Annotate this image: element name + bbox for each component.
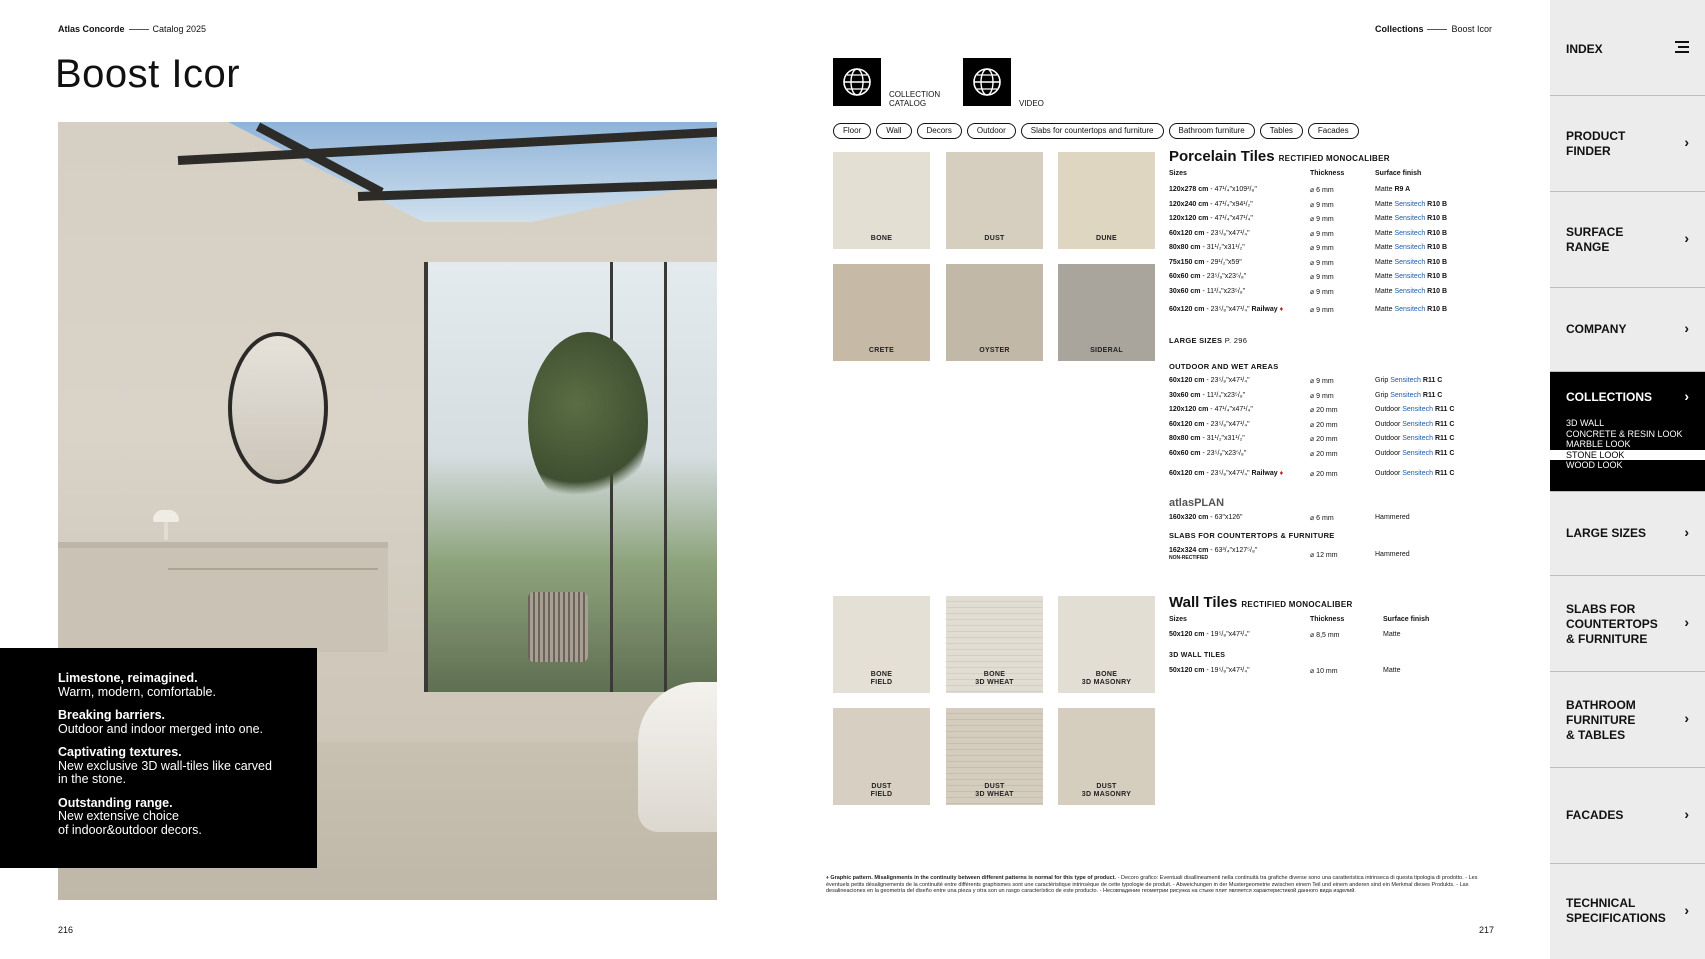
thickness: 8,5 mm <box>1316 632 1340 639</box>
slip-grade: R11 C <box>1422 391 1443 399</box>
nav-label: LARGE SIZES <box>1566 526 1647 540</box>
subnav-stone-look[interactable]: STONE LOOK <box>1550 450 1705 461</box>
size-inch: 23⁵/₈"x47¹/₄" <box>1210 420 1250 428</box>
size-inch: 31¹/₂"x31¹/₂" <box>1206 435 1245 442</box>
size-cm: 80x80 cm <box>1169 244 1201 251</box>
header-finish: Surface finish <box>1375 170 1422 177</box>
slip-grade: R11 C <box>1434 470 1455 477</box>
thickness: 20 mm <box>1316 436 1338 443</box>
tile-label: BONE <box>870 235 893 242</box>
promo-heading: Breaking barriers. <box>58 708 165 722</box>
table-lamp <box>153 510 179 540</box>
tile-label-line: DUST <box>871 783 892 790</box>
subnav-3d-wall[interactable]: 3D WALL <box>1566 418 1605 428</box>
tile-swatch-sideral[interactable] <box>1058 264 1155 361</box>
footnote-lead: Graphic pattern. Misalignments in the continuity between different patterns is normal for this type of product. <box>830 875 1117 881</box>
thickness: 20 mm <box>1316 407 1338 414</box>
slip-grade: R11 C <box>1434 420 1455 428</box>
left-running-header <box>58 24 206 34</box>
section-name: Collections <box>1374 24 1424 34</box>
nav-product-finder[interactable] <box>1550 96 1705 192</box>
wall-subtitle: RECTIFIED MONOCALIBER <box>1241 600 1353 609</box>
thickness: 20 mm <box>1316 421 1338 429</box>
outdoor-chair <box>528 592 588 662</box>
finish: Matte <box>1375 200 1393 208</box>
size-inch: 47¹/₄"x94¹/₂" <box>1214 200 1253 208</box>
tile-label-line: FIELD <box>870 679 893 686</box>
nav-label: PRODUCT FINDER <box>1566 129 1626 158</box>
size-cm: 120x120 cm <box>1169 406 1209 413</box>
size-cm: 60x120 cm <box>1169 229 1205 237</box>
tile-label: SIDERAL <box>1090 347 1123 354</box>
size-cm: 160x320 cm <box>1169 514 1209 521</box>
size-cm: 60x120 cm <box>1169 470 1205 477</box>
thickness: 9 mm <box>1316 274 1334 281</box>
size-inch: 23⁵/₈"x47¹/₄" <box>1210 229 1250 237</box>
catalog-name: Catalog 2025 <box>152 24 207 34</box>
slip-grade: R10 B <box>1427 306 1448 313</box>
sensitech-tech: Sensitech <box>1394 229 1426 237</box>
tile-swatch-oyster[interactable] <box>946 264 1043 361</box>
porcelain-subtitle: RECTIFIED MONOCALIBER <box>1278 154 1390 163</box>
promo-line: New extensive choice <box>58 809 179 823</box>
sensitech-tech: Sensitech <box>1394 258 1426 266</box>
tile-label <box>946 671 1043 687</box>
chip-tables[interactable]: Tables <box>1260 123 1303 139</box>
size-inch: 63"x126" <box>1214 514 1243 521</box>
promo-heading: Outstanding range. <box>58 795 173 810</box>
chip-floor[interactable]: Floor <box>833 123 871 139</box>
finish: Matte <box>1375 287 1393 295</box>
size-inch: 19⁵/₈"x47¹/₄" <box>1210 667 1250 674</box>
chip-bathroom-furniture[interactable]: Bathroom furniture <box>1169 123 1255 139</box>
size-cm: 50x120 cm <box>1169 631 1205 638</box>
header-finish: Surface finish <box>1383 616 1430 623</box>
collections-subnav <box>1550 418 1705 471</box>
tile-swatch-bone-3d-wheat[interactable] <box>946 596 1043 693</box>
promo-heading: Captivating textures. <box>58 745 182 759</box>
slip-grade: R10 B <box>1427 229 1448 237</box>
chevron-right-icon: › <box>1684 902 1689 918</box>
finish: Hammered <box>1375 514 1410 521</box>
finish: Matte <box>1375 306 1393 313</box>
sensitech-tech: Sensitech <box>1394 200 1426 208</box>
finish: Grip <box>1375 377 1389 384</box>
footnote-text: - Decoro grafico: Eventuali disallineamenti nella continuità tra grafiche diverse sono una caratteristica intrinseca di questa tipologia di prodotto. - Les éventuels petits désalignements de la continuité entre différents graphismes sont une caractéristique intrinsèque de cette typologie de produit. - Abweichungen in der Mustergeometrie zwischen einem Teil und einem anderen sind ein Merkmal dieses Produkts. - Las desalineaciones en la geometría del diseño entre una pieza y otra son un rasgo característico de este producto. - Несовпадение геометрии рисунка на стыке плит является характеристикой данного вида изделий. <box>826 875 1478 894</box>
tile-label-line: BONE <box>870 671 893 678</box>
thickness: 9 mm <box>1316 288 1334 296</box>
porcelain-title: Porcelain Tiles <box>1169 148 1275 165</box>
vanity-counter <box>58 542 388 652</box>
slip-grade: R10 B <box>1427 200 1448 208</box>
slip-grade: R11 C <box>1422 377 1443 384</box>
thickness: 9 mm <box>1316 392 1334 400</box>
nav-label: COLLECTIONS <box>1566 390 1652 404</box>
sensitech-tech: Sensitech <box>1394 244 1426 251</box>
nav-surface-range[interactable] <box>1550 192 1705 288</box>
thickness: 9 mm <box>1316 378 1334 385</box>
finish: Outdoor <box>1375 449 1401 457</box>
size-cm: 50x120 cm <box>1169 667 1205 674</box>
finish: Outdoor <box>1375 435 1401 442</box>
size-cm: 120x240 cm <box>1169 200 1209 208</box>
subnav-wood-look[interactable]: WOOD LOOK <box>1566 460 1623 470</box>
left-page <box>0 0 775 959</box>
catalog-link-button[interactable] <box>833 58 881 106</box>
sensitech-tech: Sensitech <box>1394 273 1426 280</box>
promo-heading: Limestone, reimagined. <box>58 671 198 685</box>
nav-company[interactable] <box>1550 288 1705 372</box>
tile-label-line: 3D WHEAT <box>975 791 1014 798</box>
round-mirror <box>228 332 328 484</box>
tile-label-line: 3D MASONRY <box>1081 791 1132 798</box>
size-inch: 47¹/₄"x47¹/₄" <box>1214 215 1253 222</box>
category-chips <box>833 123 1359 139</box>
size-cm: 60x120 cm <box>1169 377 1205 384</box>
header-rule <box>129 29 149 30</box>
finish: Matte <box>1375 229 1393 237</box>
size-inch: 47¹/₄"x47¹/₄" <box>1214 406 1253 413</box>
header-thickness: Thickness <box>1310 616 1345 623</box>
diamond-mark: ♦ <box>826 875 829 881</box>
non-rectified-note: NON-RECTIFIED <box>1169 555 1209 561</box>
nav-bathroom-furniture[interactable] <box>1550 672 1705 768</box>
sidebar-nav <box>1550 0 1705 959</box>
sensitech-tech: Sensitech <box>1402 470 1433 477</box>
finish: Matte <box>1375 186 1393 193</box>
tile-swatch-dust-field[interactable] <box>833 708 930 805</box>
nav-label: TECHNICAL SPECIFICATIONS <box>1566 896 1666 925</box>
video-link-label[interactable]: VIDEO <box>1019 99 1044 108</box>
thickness: 9 mm <box>1316 245 1334 252</box>
size-cm: 60x60 cm <box>1169 449 1201 457</box>
size-cm: 120x120 cm <box>1169 215 1209 222</box>
window-frame <box>664 262 667 692</box>
size-inch: 63³/₄"x127⁵/₈" <box>1214 547 1258 554</box>
finish: Matte <box>1375 258 1393 266</box>
tile-label: DUST <box>984 235 1005 242</box>
promo-item <box>58 746 297 787</box>
finish: Outdoor <box>1375 406 1401 413</box>
tile-label: CRETE <box>868 347 895 354</box>
promo-line: Warm, modern, comfortable. <box>58 684 216 699</box>
railway-name: Railway <box>1251 470 1278 477</box>
footnote <box>826 875 1486 895</box>
3d-wall-tiles-title: 3D WALL TILES <box>1169 652 1226 659</box>
header-rule <box>1427 29 1447 30</box>
promo-item <box>58 709 297 736</box>
tile-swatch-bone-field[interactable] <box>833 596 930 693</box>
globe-icon <box>841 66 873 98</box>
chevron-right-icon: › <box>1684 320 1689 336</box>
wall-spec-table: Wall Tiles RECTIFIED MONOCALIBER Sizes Thickness Surface finish 50x120 cm - 19⁵/₈"x47¹/₄" ⌀ 8,5 mm Matte 3D WALL TILES 50x120 cm - 19⁵/₈"x47¹/₄" ⌀ 10 mm Matte <box>1169 594 1499 684</box>
wall-heading <box>1169 594 1499 611</box>
size-cm: 75x150 cm <box>1169 258 1205 266</box>
size-cm: 120x278 cm <box>1169 186 1209 193</box>
nav-technical-specifications[interactable] <box>1550 864 1705 959</box>
slip-grade: R10 B <box>1427 273 1448 280</box>
chevron-right-icon: › <box>1684 710 1689 726</box>
slip-grade: R9 A <box>1394 186 1411 193</box>
finish: Outdoor <box>1375 420 1401 428</box>
sensitech-tech: Sensitech <box>1394 215 1426 222</box>
size-cm: 30x60 cm <box>1169 287 1201 295</box>
railway-name: Railway <box>1251 306 1278 313</box>
catalog-label-line: COLLECTION <box>889 90 941 99</box>
size-inch: 29¹/₂"x59" <box>1210 258 1242 266</box>
nav-index[interactable] <box>1550 0 1705 96</box>
promo-line: in the stone. <box>58 772 127 786</box>
page-number: 217 <box>1479 925 1495 935</box>
subnav-concrete-resin-look[interactable]: CONCRETE & RESIN LOOK <box>1566 428 1683 439</box>
header-sizes: Sizes <box>1169 170 1187 177</box>
porcelain-heading <box>1169 148 1499 165</box>
size-cm: 60x60 cm <box>1169 273 1201 280</box>
collection-name: Boost Icor <box>1451 24 1492 34</box>
chevron-right-icon: › <box>1684 134 1689 150</box>
promo-box <box>0 648 317 868</box>
size-inch: 31¹/₂"x31¹/₂" <box>1206 244 1245 251</box>
size-inch: 47¹/₄"x109³/₈" <box>1214 186 1257 193</box>
nav-slabs[interactable] <box>1550 576 1705 672</box>
thickness: 9 mm <box>1316 307 1334 314</box>
thickness: 12 mm <box>1316 552 1338 559</box>
tile-swatch-dune[interactable] <box>1058 152 1155 249</box>
size-inch: 23⁵/₈"x47¹/₄" <box>1210 377 1250 384</box>
slip-grade: R11 C <box>1434 406 1455 413</box>
size-inch: 23⁵/₈"x47¹/₄" <box>1210 306 1250 313</box>
subnav-marble-look[interactable]: MARBLE LOOK <box>1566 439 1631 449</box>
tile-label <box>1058 671 1155 687</box>
porcelain-spec-table: Porcelain Tiles RECTIFIED MONOCALIBER Sizes Thickness Surface finish 120x278 cm - 47¹/₄"x109³/₈" ⌀ 6 mm Matte R9 A 120x240 cm - 47¹/₄"x94¹/₂" ⌀ 9 mm Matte Sensitech R10 B 120x120 cm - 47¹/₄"x47¹/₄" ⌀ 9 mm Matte Sensitech R10 B 60x120 cm - 23⁵/₈"x47¹/₄" ⌀ 9 mm Matte Sensitech R10 B 80x80 cm - 31¹/₂"x31¹/₂" ⌀ 9 mm Matte Sensitech R10 B 75x150 cm - 29¹/₂"x59" ⌀ 9 mm Matte Sensitech R10 B 60x60 cm - 23⁵/₈"x23⁵/₈" ⌀ 9 mm Matte Sensitech R10 B 30x60 cm - 11³/₄"x23⁵/₈" ⌀ 9 mm Matte Sensitech R10 B 60x120 cm - 23⁵/₈"x47¹/₄" Railway ♦ ⌀ 9 mm Matte Sensitech R10 B LARGE SIZES P. 296 OUTDOOR AND WET AREAS 60x120 cm - 23⁵/₈"x47¹/₄" ⌀ 9 mm Grip Sensitech R11 C 30x60 cm - 11³/₄"x23⁵/₈" ⌀ 9 mm Grip Sensitech R11 C 120x120 cm - 47¹/₄"x47¹/₄" ⌀ 20 mm Outdoor Sensitech R11 C 60x120 cm - 23⁵/₈"x47¹/₄" ⌀ 20 mm Outdoor Sensitech R11 C 80x80 cm - 31¹/₂"x31¹/₂" ⌀ 20 mm Outdoor Sensitech R11 C 60x60 cm - 23⁵/₈"x23⁵/₈" ⌀ 20 mm Outdoor Sensitech R11 C 60x120 cm - 23⁵/₈"x47¹/₄" Railway ♦ ⌀ 20 mm Outdoor Sensitech R11 C atlasPLAN 160x320 cm - 63"x126" ⌀ 6 mm Hammered SLABS FOR COUNTERTOPS & FURNITURE 162x324 cm - 63³/₄"x127⁵/₈" NON-RECTIFIED ⌀ 12 mm Hammered <box>1169 148 1499 568</box>
sensitech-tech: Sensitech <box>1402 435 1433 442</box>
slabs-section-title: SLABS FOR COUNTERTOPS & FURNITURE <box>1169 531 1335 540</box>
thickness: 6 mm <box>1316 515 1334 522</box>
chevron-right-icon: › <box>1684 806 1689 822</box>
finish: Matte <box>1375 273 1393 280</box>
size-inch: 23⁵/₈"x47¹/₄" <box>1210 470 1250 477</box>
thickness: 20 mm <box>1316 450 1338 458</box>
catalog-link-label[interactable] <box>889 90 940 108</box>
promo-item <box>58 797 297 838</box>
finish: Matte <box>1375 244 1393 251</box>
diamond-mark: ♦ <box>1279 306 1284 313</box>
tile-swatch-bone[interactable] <box>833 152 930 249</box>
wall-title: Wall Tiles <box>1169 594 1238 611</box>
tile-label-line: DUST <box>984 783 1005 790</box>
brand-name: Atlas Concorde <box>58 24 125 34</box>
size-cm: 162x324 cm <box>1169 547 1209 554</box>
promo-item <box>58 672 297 699</box>
page-title: Boost Icor <box>55 52 241 96</box>
tile-label <box>833 671 930 687</box>
tile-swatch-bone-3d-masonry[interactable] <box>1058 596 1155 693</box>
promo-line: Outdoor and indoor merged into one. <box>58 721 263 736</box>
sensitech-tech: Sensitech <box>1390 391 1421 399</box>
nav-label: COMPANY <box>1566 322 1627 336</box>
size-inch: 19⁵/₈"x47¹/₄" <box>1210 631 1250 638</box>
large-sizes-page: P. 296 <box>1224 336 1248 345</box>
chip-wall[interactable]: Wall <box>876 123 911 139</box>
menu-icon <box>1675 40 1689 56</box>
tile-label-line: FIELD <box>870 791 893 798</box>
thickness: 9 mm <box>1316 259 1334 267</box>
video-link-button[interactable] <box>963 58 1011 106</box>
sensitech-tech: Sensitech <box>1402 406 1433 413</box>
slip-grade: R11 C <box>1434 449 1455 457</box>
chip-outdoor[interactable]: Outdoor <box>967 123 1016 139</box>
slip-grade: R10 B <box>1427 287 1448 295</box>
outdoor-tree <box>528 332 648 512</box>
slip-grade: R10 B <box>1427 244 1448 251</box>
finish: Outdoor <box>1375 470 1401 477</box>
chevron-right-icon: › <box>1684 524 1689 540</box>
large-sizes-label: LARGE SIZES <box>1169 336 1223 345</box>
nav-label: SURFACE RANGE <box>1566 225 1624 254</box>
tile-label-line: BONE <box>1095 671 1118 678</box>
size-inch: 11³/₄"x23⁵/₈" <box>1206 391 1246 399</box>
slip-grade: R10 B <box>1427 258 1448 266</box>
tile-label-line: BONE <box>983 671 1006 678</box>
tile-label-line: DUST <box>1096 783 1117 790</box>
atlasplan-logo: atlasPLAN <box>1169 497 1225 509</box>
outdoor-section-title: OUTDOOR AND WET AREAS <box>1169 362 1279 371</box>
header-sizes: Sizes <box>1169 616 1187 623</box>
chip-facades[interactable]: Facades <box>1308 123 1359 139</box>
slip-grade: R10 B <box>1427 215 1448 222</box>
sensitech-tech: Sensitech <box>1394 306 1426 313</box>
thickness: 9 mm <box>1316 201 1334 209</box>
sensitech-tech: Sensitech <box>1402 449 1433 457</box>
vanity-drawer-line <box>168 568 378 570</box>
tile-label-line: 3D WHEAT <box>975 679 1014 686</box>
finish: Matte <box>1383 667 1401 674</box>
chip-decors[interactable]: Decors <box>917 123 962 139</box>
large-sizes-ref[interactable] <box>1169 336 1247 345</box>
tile-label <box>1058 783 1155 799</box>
nav-large-sizes[interactable] <box>1550 492 1705 576</box>
size-cm: 30x60 cm <box>1169 391 1201 399</box>
size-cm: 60x120 cm <box>1169 420 1205 428</box>
chevron-right-icon: › <box>1684 230 1689 246</box>
chip-slabs[interactable]: Slabs for countertops and furniture <box>1021 123 1164 139</box>
slip-grade: R11 C <box>1434 435 1455 442</box>
thickness: 9 mm <box>1316 216 1334 223</box>
sensitech-tech: Sensitech <box>1402 420 1433 428</box>
tile-swatch-dust-3d-masonry[interactable] <box>1058 708 1155 805</box>
freestanding-bathtub <box>638 682 717 832</box>
size-cm: 80x80 cm <box>1169 435 1201 442</box>
page-number: 216 <box>58 925 74 935</box>
nav-label: FACADES <box>1566 808 1624 822</box>
size-inch: 23⁵/₈"x23⁵/₈" <box>1206 273 1247 280</box>
header-thickness: Thickness <box>1310 170 1345 177</box>
finish: Grip <box>1375 391 1389 399</box>
thickness: 9 mm <box>1316 230 1334 238</box>
sensitech-tech: Sensitech <box>1390 377 1421 384</box>
nav-label: SLABS FOR COUNTERTOPS & FURNITURE <box>1566 602 1658 646</box>
finish: Matte <box>1375 215 1393 222</box>
nav-facades[interactable] <box>1550 768 1705 864</box>
nav-label: INDEX <box>1566 42 1603 56</box>
globe-icon <box>971 66 1003 98</box>
tile-swatch-crete[interactable] <box>833 264 930 361</box>
thickness: 10 mm <box>1316 668 1338 675</box>
diamond-mark: ♦ <box>1279 470 1284 477</box>
chevron-right-icon: › <box>1684 388 1689 404</box>
size-inch: 23⁵/₈"x23⁵/₈" <box>1206 449 1247 457</box>
tile-swatch-dust-3d-wheat[interactable] <box>946 708 1043 805</box>
promo-line: New exclusive 3D wall-tiles like carved <box>58 758 272 773</box>
tile-label <box>946 783 1043 799</box>
right-running-header <box>1375 24 1492 34</box>
tile-label: DUNE <box>1095 235 1118 242</box>
finish: Hammered <box>1375 551 1410 558</box>
thickness: 6 mm <box>1316 187 1334 194</box>
promo-line: of indoor&outdoor decors. <box>58 822 202 837</box>
chevron-right-icon: › <box>1684 614 1689 630</box>
sensitech-tech: Sensitech <box>1394 287 1426 295</box>
tile-swatch-dust[interactable] <box>946 152 1043 249</box>
size-cm: 60x120 cm <box>1169 306 1205 313</box>
finish: Matte <box>1383 631 1401 638</box>
thickness: 20 mm <box>1316 471 1338 478</box>
tile-label-line: 3D MASONRY <box>1081 679 1132 686</box>
tile-label <box>833 783 930 799</box>
nav-label: BATHROOM FURNITURE & TABLES <box>1566 698 1636 742</box>
catalog-label-line: CATALOG <box>889 99 927 108</box>
size-inch: 11³/₄"x23⁵/₈" <box>1206 287 1246 295</box>
tile-label: OYSTER <box>979 347 1010 354</box>
